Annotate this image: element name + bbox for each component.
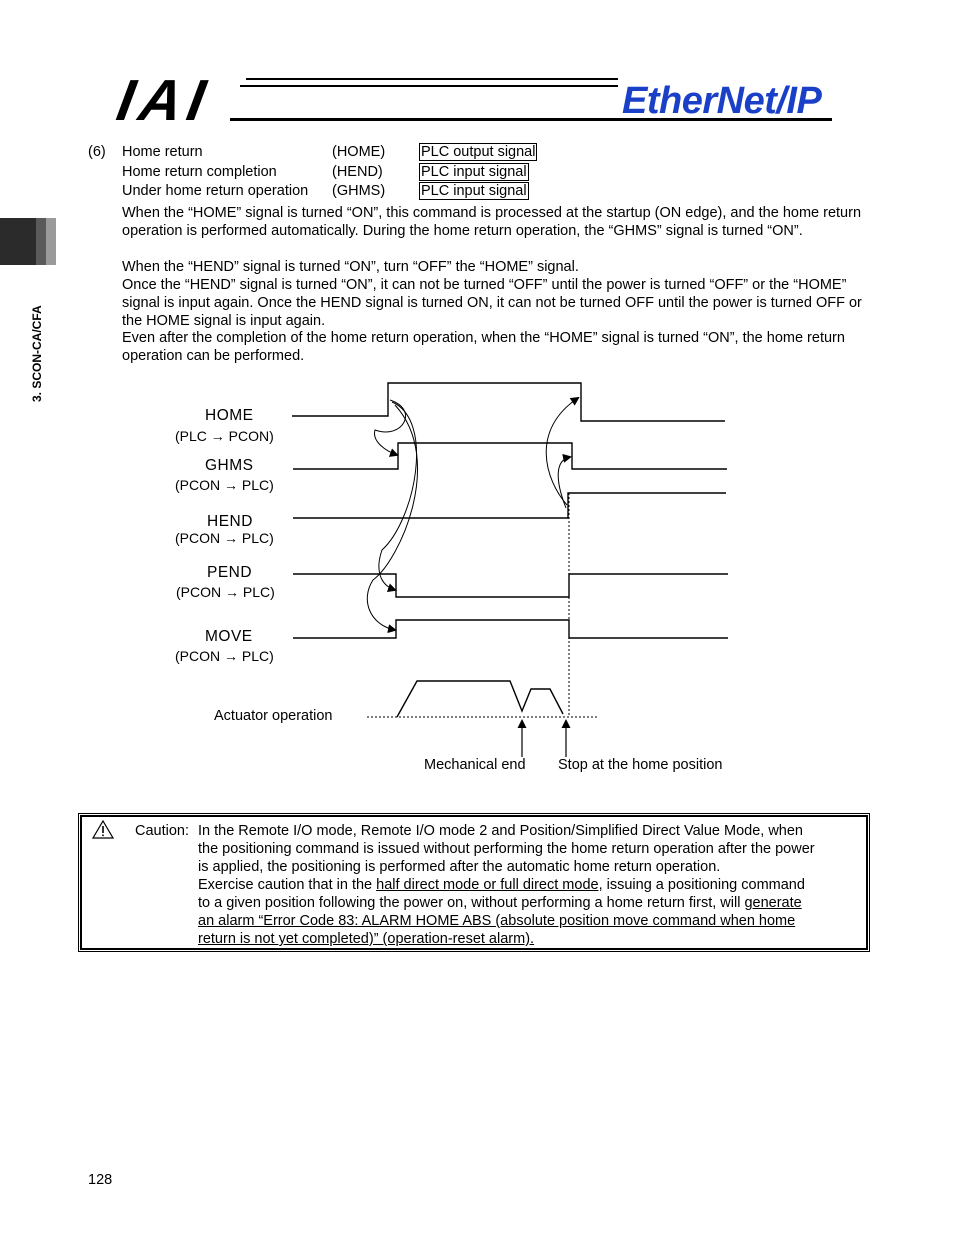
section-number: (6)	[88, 144, 106, 160]
signal-dir-pend: (PCON → PLC)	[176, 584, 275, 600]
caution-line-4: Exercise caution that in the half direct mode or full direct mode, issuing a positioning command	[198, 877, 805, 893]
signal-name-hend: Home return completion	[122, 164, 277, 180]
paragraph-3: Once the “HEND” signal is turned “ON”, it can not be turned “OFF” until the power is turned “OFF” or the “HOME” signal is input again. Once the HEND signal is turned ON, it can not be turned OFF until the power is turned OFF or the HOME signal is input again.	[122, 277, 862, 329]
signal-code-home: (HOME)	[332, 144, 386, 160]
signal-name-home: Home return	[122, 144, 203, 160]
warning-icon	[92, 820, 114, 839]
iai-logo: IAI	[112, 68, 216, 133]
paragraph-2: When the “HEND” signal is turned “ON”, turn “OFF” the “HOME” signal.	[122, 259, 579, 275]
caution-line-5: to a given position following the power on, without performing a home return first, will generate	[198, 895, 802, 911]
signal-type-home: PLC output signal	[421, 144, 536, 160]
arrow-home-to-ghms	[375, 400, 406, 455]
signal-dir-move: (PCON → PLC)	[175, 648, 274, 664]
waveform-pend	[293, 574, 728, 597]
chapter-tab-light	[46, 218, 56, 265]
signal-name-ghms: Under home return operation	[122, 183, 309, 199]
caution-line-1: In the Remote I/O mode, Remote I/O mode 2 and Position/Simplified Direct Value Mode, when	[198, 823, 803, 839]
waveform-home	[292, 383, 725, 421]
timing-diagram	[0, 370, 954, 780]
chapter-label: 3. SCON-CA/CFA	[30, 305, 44, 402]
signal-dir-ghms: (PCON → PLC)	[175, 477, 274, 493]
actuator-profile	[397, 681, 563, 717]
waveform-hend	[293, 493, 726, 518]
chapter-tab-mid	[36, 218, 46, 265]
caution-direct-mode: half direct mode or full direct mode,	[376, 877, 603, 893]
waveform-ghms	[293, 443, 727, 469]
waveform-move	[293, 620, 728, 638]
signal-dir-home: (PLC → PCON)	[175, 428, 274, 444]
signal-code-hend: (HEND)	[332, 164, 383, 180]
signal-label-home: HOME	[205, 407, 254, 424]
home-stop-label: Stop at the home position	[558, 757, 723, 773]
ethernet-ip-logo: EtherNet/IP	[622, 80, 822, 122]
caution-label: Caution:	[135, 823, 190, 839]
signal-label-ghms: GHMS	[205, 457, 254, 474]
signal-dir-hend: (PCON → PLC)	[175, 530, 274, 546]
caution-line-3: is applied, the positioning is performed after the automatic home return operation.	[198, 859, 721, 875]
caution-text	[198, 822, 866, 948]
mechanical-end-label: Mechanical end	[424, 757, 526, 773]
paragraph-4: Even after the completion of the home return operation, when the “HOME” signal is turned “ON”, the home return operation can be performed.	[122, 330, 845, 364]
signal-type-ghms: PLC input signal	[421, 183, 527, 199]
signal-label-move: MOVE	[205, 628, 253, 645]
chapter-tab-dark	[0, 218, 36, 265]
page-number: 128	[88, 1172, 113, 1188]
signal-label-hend: HEND	[207, 513, 253, 530]
signal-label-pend: PEND	[207, 564, 253, 581]
arrow-hend-to-home	[546, 398, 578, 505]
actuator-operation-label: Actuator operation	[214, 708, 333, 724]
paragraph-1: When the “HOME” signal is turned “ON”, this command is processed at the startup (ON edge), and the home return operation is performed automatically. During the home return operation, the “GHMS” signal is turned “ON”.	[122, 205, 862, 239]
caution-line-2: the positioning command is issued without performing the home return operation after the power	[198, 841, 815, 857]
header-rule-top	[246, 78, 618, 80]
caution-line-6: an alarm “Error Code 83: ALARM HOME ABS (absolute position move command when home	[198, 913, 796, 929]
signal-type-hend: PLC input signal	[421, 164, 527, 180]
header-rule-mid	[240, 85, 618, 87]
signal-code-ghms: (GHMS)	[332, 183, 386, 199]
caution-line-7: return is not yet completed)” (operation-reset alarm).	[198, 931, 535, 947]
